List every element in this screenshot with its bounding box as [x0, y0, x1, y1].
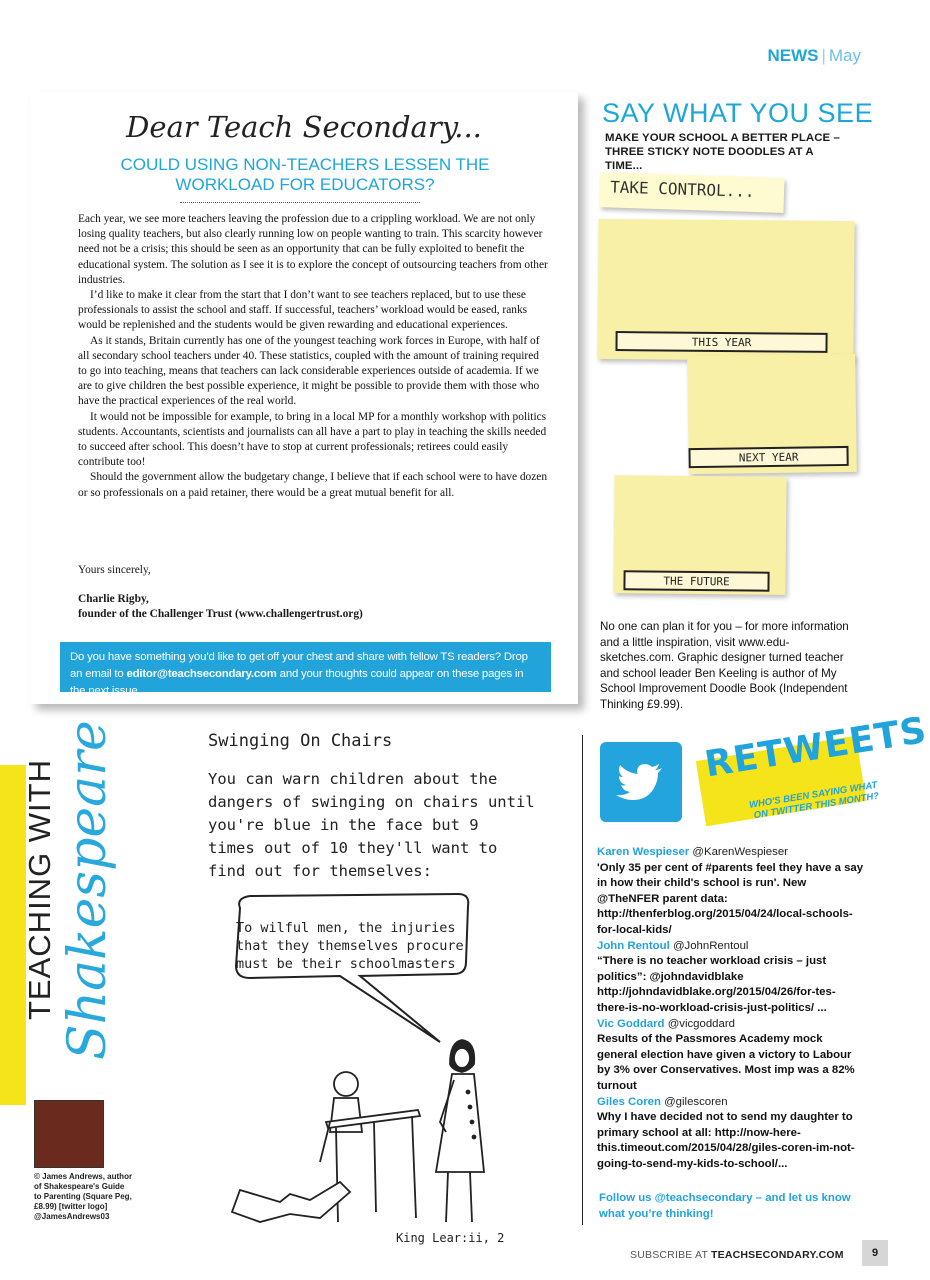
shakespeare-script-label: Shakespeare — [58, 720, 118, 1060]
tweet-author[interactable]: Giles Coren — [597, 1095, 661, 1108]
callout-tail: and your thoughts could appear on these pages in the next issue... — [70, 668, 524, 697]
tweet-handle[interactable]: @KarenWespieser — [692, 846, 788, 858]
section-name: NEWS — [767, 46, 819, 65]
letter-paragraph: Each year, we see more teachers leaving the profession due to a crippling workload. We are not only losing quality teachers, but also clearly running low on people wanting to train. This scarcity however need not be a crisis; this should be seen as an opportunity that can be fully exploited to benefit the educational system. The solution as I see it is to explore the concept of outsourcing teachers from other industries. — [78, 213, 548, 286]
tweet-list — [597, 845, 865, 1172]
letter-paragraph: It would not be impossible for example, to bring in a local MP for a monthly workshop with politics students. Accountants, scientists and journalists can all have a part to play in teaching the skills needed to succeed after school. This doesn’t have to stop at current professionals; retirees could easily contribute too! — [78, 410, 547, 469]
callout-email-link[interactable]: editor@teachsecondary.com — [126, 668, 277, 680]
letter-sign-off: Yours sincerely, — [78, 564, 151, 576]
cartoon-line: times out of 10 they'll want to — [208, 839, 498, 857]
tweet-handle[interactable]: @gilescoren — [664, 1095, 728, 1108]
twitter-logo-box — [600, 742, 682, 822]
subscribe-prefix: SUBSCRIBE AT — [630, 1249, 711, 1261]
desk-and-child — [232, 1072, 420, 1222]
speech-line: To wilful men, the injuries — [236, 920, 456, 936]
tweet-author[interactable]: John Rentoul — [597, 939, 670, 952]
author-role: founder of the Challenger Trust (www.challengertrust.org) — [78, 608, 363, 620]
letter-subtitle: COULD USING NON-TEACHERS LESSEN THE WORKLOAD FOR EDUCATORS? — [120, 155, 490, 194]
submission-callout — [60, 642, 551, 697]
subscribe-footer — [630, 1249, 844, 1261]
sticky-label: THE FUTURE — [623, 570, 769, 592]
tweet-author[interactable]: Karen Wespieser — [597, 846, 690, 858]
cartoon-title: Swinging On Chairs — [208, 731, 393, 751]
letter-signature — [78, 592, 363, 622]
section-month: May — [828, 46, 861, 65]
cartoon-line: dangers of swinging on chairs until — [208, 793, 535, 811]
teacher-figure — [436, 1040, 484, 1222]
doodle-description: No one can plan it for you – for more information and a little inspiration, visit www.edu-sketches.com. Graphic designer turned teacher and school leader Ben Keeling is author of My School Improvement Doodle Book (Independent Thinking £9.99). — [600, 620, 849, 711]
dotted-divider — [180, 202, 420, 203]
retweets-subtitle: WHO'S BEEN SAYING WHAT ON TWITTER THIS MONTH? — [748, 779, 880, 822]
cartoon-line: find out for themselves: — [208, 862, 432, 880]
tweet-text: “There is no teacher workload crisis – just politics”: @johndavidblake http://johndavidblake.org/2015/04/26/for-tes-there-is-no-workload-crisis-just-politics/ ... — [597, 955, 836, 1014]
tweet-text: Results of the Passmores Academy mock general election have given a victory to Labour by 3% over Conservatives. Most imp was a 82% turnout — [597, 1033, 855, 1092]
book-cover-image — [34, 1100, 104, 1168]
teaching-with-label: TEACHING WITH — [22, 759, 57, 1020]
tweet-text: Why I have decided not to send my daughter to primary school at all: http://now-here-this.timeout.com/2015/04/28/giles-coren-im-not-going-to-send-my-kids-to-school/... — [597, 1111, 855, 1170]
callout-text: Do you have something you’d like to get off your chest and share with fellow TS readers? Drop an email to — [70, 651, 528, 680]
book-caption: © James Andrews, author of Shakespeare's Guide to Parenting (Square Peg, £8.99) [twitter logo] @JamesAndrews03 — [34, 1172, 133, 1221]
tweet-item — [597, 1095, 865, 1173]
tweet-item — [597, 939, 865, 1017]
sticky-label: NEXT YEAR — [688, 446, 848, 468]
say-what-title: SAY WHAT YOU SEE — [602, 98, 874, 128]
page-number: 9 — [862, 1240, 888, 1266]
sticky-note-next-year — [687, 354, 857, 474]
sticky-note-this-year — [597, 219, 854, 361]
cartoon-line: you're blue in the face but 9 — [208, 816, 479, 834]
twitter-bird-icon — [600, 742, 682, 822]
section-separator: | — [821, 46, 826, 65]
tweet-handle[interactable]: @JohnRentoul — [672, 939, 749, 952]
retweets-title: RETWEETS — [702, 709, 930, 786]
tweet-item — [597, 845, 865, 939]
sticky-note-the-future — [613, 475, 786, 595]
speech-line: that they themselves procure — [236, 938, 464, 954]
letter-panel — [30, 92, 578, 704]
cartoon-line: You can warn children about the — [208, 770, 498, 788]
letter-title: Dear Teach Secondary... — [126, 110, 482, 144]
speech-line: must be their schoolmasters — [236, 956, 456, 972]
letter-paragraph: Should the government allow the budgetary change, I believe that if each school were to have dozen or so professionals on a paid retainer, there would be a great mutual benefit for all. — [78, 471, 548, 499]
tweet-item — [597, 1017, 865, 1095]
cartoon-citation: King Lear:ii, 2 — [396, 1231, 505, 1245]
section-tag — [767, 46, 861, 66]
letter-body — [78, 212, 550, 501]
swinging-on-chairs-cartoon — [140, 722, 580, 1262]
take-control-note: TAKE CONTROL... — [599, 172, 784, 213]
subscribe-site-link[interactable]: TEACHSECONDARY.COM — [711, 1249, 844, 1261]
tweet-handle[interactable]: @vicgoddard — [667, 1017, 735, 1030]
column-divider — [582, 735, 583, 1225]
say-what-subtitle: MAKE YOUR SCHOOL A BETTER PLACE – THREE STICKY NOTE DOODLES AT A TIME... — [605, 132, 840, 172]
tweet-author[interactable]: Vic Goddard — [597, 1017, 665, 1030]
letter-paragraph: I’d like to make it clear from the start that I don’t want to see teachers replaced, but to use these professionals to assist the school and staff. If successful, teachers’ workload would be eased, ranks would be replenished and the students would be given rewarding and educational experiences. — [78, 289, 528, 332]
follow-us-text[interactable]: Follow us @teachsecondary – and let us know what you’re thinking! — [599, 1192, 851, 1220]
tweet-text: 'Only 35 per cent of #parents feel they have a say in how their child's school is run'. New @TheNFER parent data: http://thenferblog.org/2015/04/24/local-schools-for-local-kids/ — [597, 861, 864, 936]
author-name: Charlie Rigby, — [78, 593, 149, 605]
sticky-label: THIS YEAR — [615, 331, 827, 353]
letter-paragraph: As it stands, Britain currently has one of the youngest teaching work forces in Europe, with half of all secondary school teachers under 40. These statistics, coupled with the amount of training required to go into teaching, means that teachers can lack considerable experiences outside of academia. If we are to give children the best possible experience, it might be possible to provide them with those who have the practical experiences of the real world. — [78, 334, 540, 408]
